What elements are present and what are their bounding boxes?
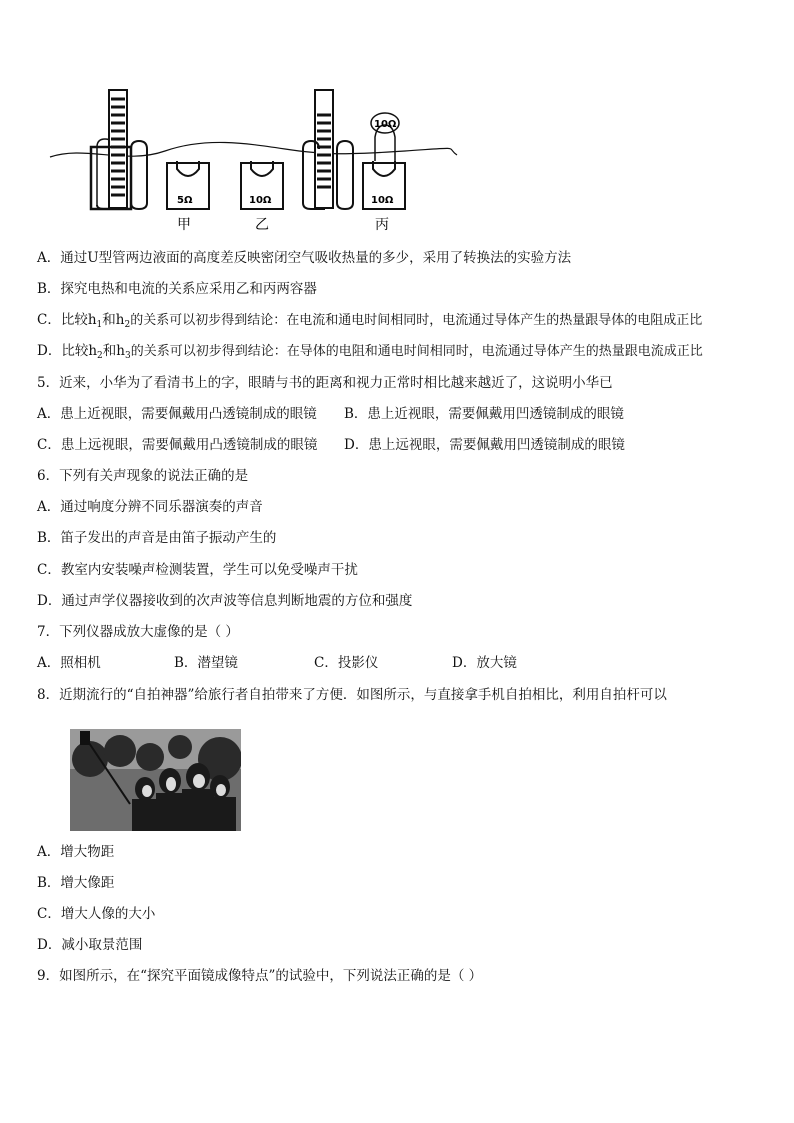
q4-option-c — [37, 311, 702, 334]
q6-option-d: D．通过声学仪器接收到的次声波等信息判断地震的方位和强度 — [37, 593, 413, 609]
resistor-label-bing: 10Ω — [371, 195, 394, 206]
joule-heating-experiment-figure — [45, 85, 465, 235]
figure-label-bing: 丙 — [375, 217, 389, 233]
q9-stem: 9．如图所示，在“探究平面镜成像特点”的试验中，下列说法正确的是（ ） — [37, 968, 483, 984]
q8-option-c: C．增大人像的大小 — [37, 906, 156, 922]
q7-option-a: A．照相机 — [37, 655, 101, 671]
figure-label-jia: 甲 — [177, 217, 191, 233]
q6-option-b: B．笛子发出的声音是由笛子振动产生的 — [37, 530, 277, 546]
q8-stem: 8．近期流行的“自拍神器”给旅行者自拍带来了方便．如图所示，与直接拿手机自拍相比，利用自拍杆可以 — [37, 687, 667, 703]
q4c-sub1: 1 — [96, 320, 103, 330]
q4d-mid: 和h — [102, 343, 125, 359]
q5-option-d: D．患上远视眼，需要佩戴用凹透镜制成的眼镜 — [344, 437, 625, 453]
resistor-label-jia: 5Ω — [177, 195, 193, 206]
q5-stem: 5．近来，小华为了看清书上的字，眼睛与书的距离和视力正常时相比越来越近了，这说明小华已 — [37, 375, 613, 391]
q4c-prefix: C．比较h — [37, 312, 97, 328]
q6-stem: 6．下列有关声现象的说法正确的是 — [37, 468, 249, 484]
q7-option-d: D．放大镜 — [452, 655, 517, 671]
q5-option-c: C．患上远视眼，需要佩戴用凸透镜制成的眼镜 — [37, 437, 318, 453]
q6-option-a: A．通过响度分辨不同乐器演奏的声音 — [37, 499, 263, 515]
q8-option-d: D．减小取景范围 — [37, 937, 143, 953]
q4c-suffix: 的关系可以初步得到结论：在电流和通电时间相同时，电流通过导体产生的热量跟导体的电阻成正比 — [130, 313, 703, 328]
q5-option-b: B．患上近视眼，需要佩戴用凹透镜制成的眼镜 — [344, 406, 624, 422]
q4-option-a: A．通过U型管两边液面的高度差反映密闭空气吸收热量的多少，采用了转换法的实验方法 — [37, 250, 572, 266]
figure-label-yi: 乙 — [255, 217, 269, 233]
q4c-mid: 和h — [102, 312, 125, 328]
q4-option-d — [37, 342, 703, 365]
q6-option-c: C．教室内安装噪声检测装置，学生可以免受噪声干扰 — [37, 562, 358, 578]
q4d-sub1: 2 — [97, 351, 103, 361]
q8-option-a: A．增大物距 — [37, 844, 115, 860]
resistor-label-yi: 10Ω — [249, 195, 272, 206]
q8-option-b: B．增大像距 — [37, 875, 115, 891]
q7-stem: 7．下列仪器成放大虚像的是（ ） — [37, 624, 239, 640]
q7-option-b: B．潜望镜 — [174, 655, 238, 671]
q7-option-c: C．投影仪 — [314, 655, 379, 671]
selfie-stick-photo — [70, 729, 241, 831]
external-resistor-label: 10Ω — [374, 119, 397, 130]
q5-option-a: A．患上近视眼，需要佩戴用凸透镜制成的眼镜 — [37, 406, 317, 422]
q4d-sub2: 3 — [124, 351, 131, 361]
q4d-suffix: 的关系可以初步得到结论：在导体的电阻和通电时间相同时，电流通过导体产生的热量跟电流成正比 — [130, 344, 703, 359]
q4-option-b: B．探究电热和电流的关系应采用乙和丙两容器 — [37, 281, 317, 297]
q4c-sub2: 2 — [124, 320, 131, 330]
q4d-prefix: D．比较h — [37, 343, 98, 359]
